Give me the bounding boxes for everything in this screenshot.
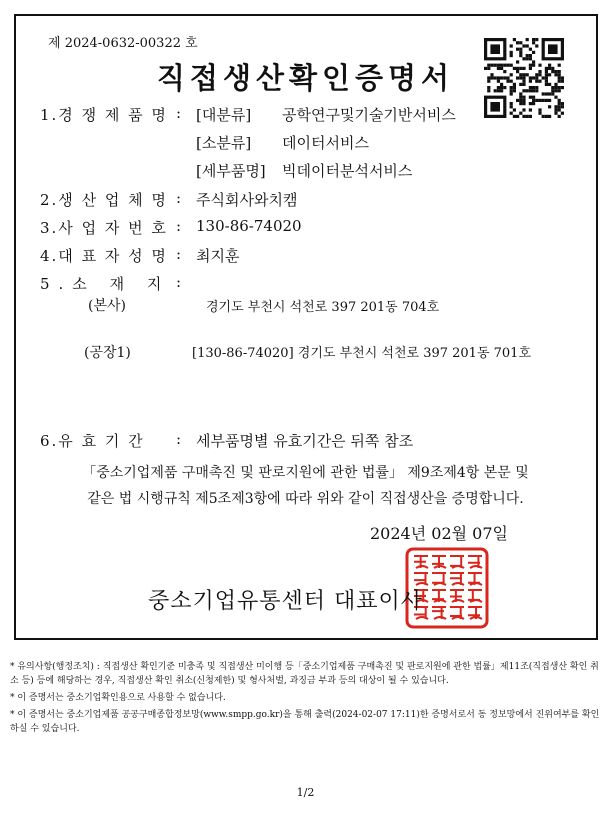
- hq-address: 경기도 부천시 석천로 397 201동 704호: [206, 300, 440, 315]
- issue-date: 2024년 02월 07일: [370, 524, 508, 543]
- validity-value: 세부품명별 유효기간은 뒤쪽 참조: [196, 432, 414, 450]
- bizno-label: 3.사 업 자 번 호: [40, 219, 168, 237]
- qr-code-icon[interactable]: [484, 38, 564, 118]
- product-major-tag: [대분류]: [196, 106, 252, 124]
- product-detail-tag: [세부품명]: [196, 162, 266, 180]
- document-number: 제 2024-0632-00322 호: [48, 36, 198, 51]
- hq-label: (본사): [88, 298, 126, 314]
- representative-colon: :: [176, 245, 182, 263]
- statement-line-2: 같은 법 시행규칙 제5조제3항에 따라 위와 같이 직접생산을 증명합니다.: [87, 491, 524, 507]
- product-major-value: 공학연구및기술기반서비스: [282, 106, 456, 124]
- representative-label: 4.대 표 자 성 명: [40, 247, 168, 265]
- location-colon: :: [176, 273, 182, 291]
- validity-label: 6.유 효 기 간: [40, 432, 145, 450]
- note-item: * 유의사항(행정조치) : 직접생산 확인기준 미충족 및 직접생산 미이행 등「중소기업제품 구매촉진 및 판로지원에 관한 법률」제11조(직접생산 확인 취소 등) 등에 해당하는 경우, 직접생산 확인 취소(신청제한) 및 형사처벌, 과징금 부과 등의 대상이 될 수 있습니다.: [10, 662, 599, 686]
- company-colon: :: [176, 189, 182, 207]
- product-colon: :: [176, 104, 182, 122]
- note-item: * 이 증명서는 중소기업확인용으로 사용할 수 없습니다.: [10, 693, 226, 703]
- location-label: 5.소 재 지: [40, 275, 171, 293]
- product-minor-value: 데이터서비스: [282, 134, 369, 152]
- company-name: 주식회사와치캠: [196, 191, 298, 209]
- notes-section: [10, 660, 605, 739]
- product-label: 1.경 쟁 제 품 명: [40, 106, 168, 124]
- page-number: 1/2: [296, 786, 315, 799]
- factory-label: (공장1): [84, 345, 131, 361]
- note-item: * 이 증명서는 중소기업제품 공공구매종합정보망(www.smpp.go.kr)을 통해 출력(2024-02-07 17:11)한 증명서로서 동 정보망에서 진위여부를 확인하실 수 있습니다.: [10, 710, 600, 734]
- bizno-colon: :: [176, 217, 182, 235]
- factory-address: [130-86-74020] 경기도 부천시 석천로 397 201동 701호: [192, 346, 532, 361]
- representative-name: 최지훈: [196, 247, 240, 265]
- issuer-name: 중소기업유통센터 대표이사: [148, 589, 424, 614]
- product-minor-tag: [소분류]: [196, 134, 252, 152]
- statement-line-1: 「중소기업제품 구매촉진 및 판로지원에 관한 법률」 제9조제4항 본문 및: [82, 465, 529, 481]
- bizno-value: 130-86-74020: [196, 217, 302, 235]
- validity-colon: :: [176, 430, 182, 448]
- company-label: 2.생 산 업 체 명: [40, 191, 168, 209]
- product-detail-value: 빅데이터분석서비스: [282, 162, 413, 180]
- certificate-title: 직접생산확인증명서: [156, 61, 455, 95]
